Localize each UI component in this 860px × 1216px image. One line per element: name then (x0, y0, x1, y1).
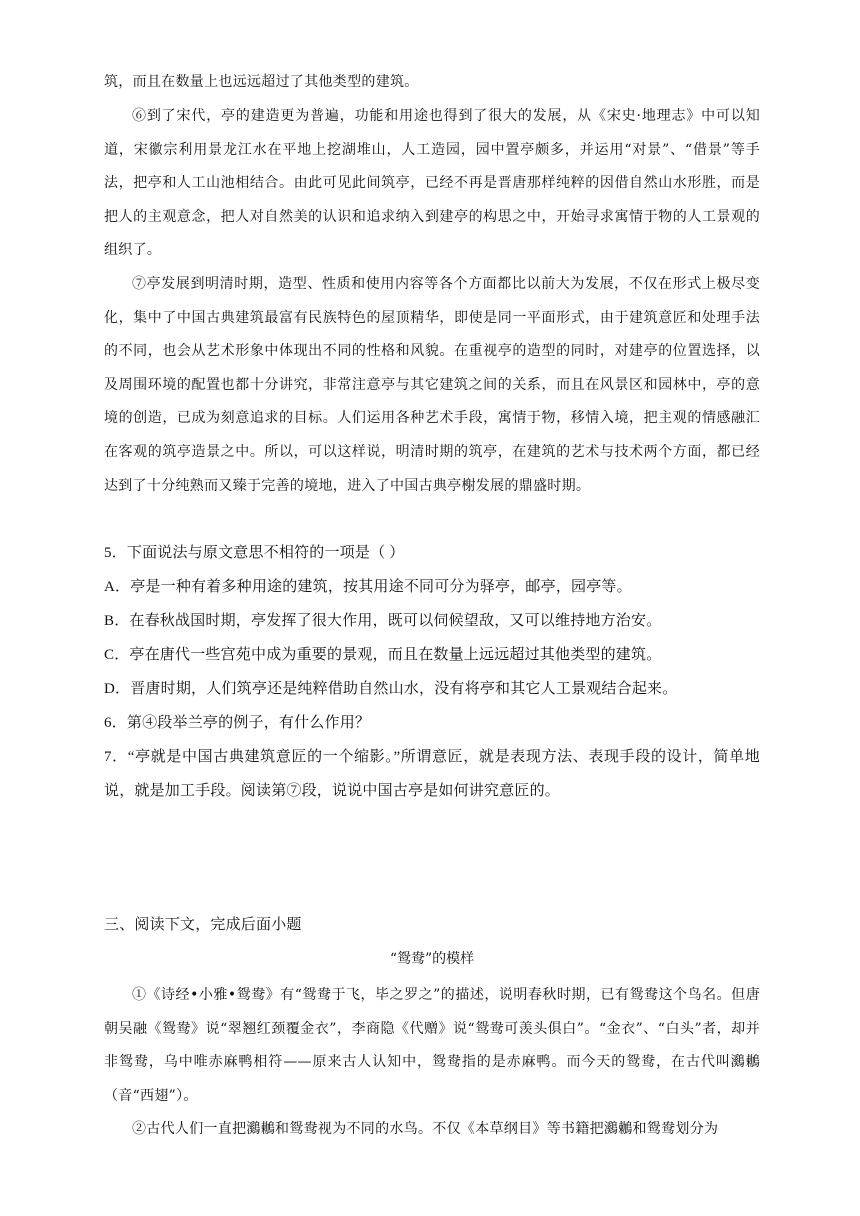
question-5-option-a: A．亭是一种有着多种用途的建筑，按其用途不同可分为驿亭，邮亭，园亭等。 (104, 579, 632, 595)
section-3-heading: 三、阅读下文，完成后面小题 (104, 917, 302, 933)
question-7: 7．“亭就是中国古典建筑意匠的一个缩影。”所谓意匠，就是表现方法、表现手段的设计，简单地说，就是加工手段。阅读第⑦段，说说中国古亭是如何讲究意匠的。 (104, 749, 760, 799)
passage-continuation: 筑，而且在数量上也远远超过了其他类型的建筑。 (104, 74, 419, 90)
article-title: “鸳鸯”的模样 (389, 951, 475, 967)
article-paragraph-1: ①《诗经•小雅•鸳鸯》有“鸳鸯于飞，毕之罗之”的描述，说明春秋时期，已有鸳鸯这个鸟名。但唐朝吴融《鸳鸯》说“翠翘红颈覆金衣”，李商隐《代赠》说“鸳鸯可羡头俱白”。“金衣”、“白头”者，却并非鸳鸯，乌中唯赤麻鸭相符——原来古人认知中，鸳鸯指的是赤麻鸭。而今天的鸳鸯，在古代叫鸂鶒（音“西翅”）。 (104, 987, 760, 1104)
article-paragraph-2: ②古代人们一直把鸂鶒和鸳鸯视为不同的水鸟。不仅《本草纲目》等书籍把鸂鶒和鸳鸯划分为 (132, 1121, 719, 1137)
question-6: 6．第④段举兰亭的例子，有什么作用？ (104, 715, 371, 731)
question-5-option-d: D．晋唐时期，人们筑亭还是纯粹借助自然山水，没有将亭和其它人工景观结合起来。 (104, 681, 678, 697)
question-5-stem: 5．下面说法与原文意思不相符的一项是（ ） (104, 545, 405, 561)
question-5-option-c: C．亭在唐代一些宫苑中成为重要的景观，而且在数量上远远超过其他类型的建筑。 (104, 647, 662, 663)
paragraph-6: ⑥到了宋代，亭的建造更为普遍，功能和用途也得到了很大的发展，从《宋史·地理志》中可以知道，宋徽宗利用景龙江水在平地上挖湖堆山，人工造园，园中置亭颇多，并运用“对景”、“借景”等手法，把亭和人工山池相结合。由此可见此间筑亭，已经不再是晋唐那样纯粹的因借自然山水形胜，而是把人的主观意念，把人对自然美的认识和追求纳入到建亭的构思之中，开始寻求寓情于物的人工景观的组织了。 (104, 108, 760, 259)
question-5-option-b: B．在春秋战国时期，亭发挥了很大作用，既可以伺候望敌，又可以维持地方治安。 (104, 613, 662, 629)
paragraph-7: ⑦亭发展到明清时期，造型、性质和使用内容等各个方面都比以前大为发展，不仅在形式上极尽变化，集中了中国古典建筑最富有民族特色的屋顶精华，即使是同一平面形式，由于建筑意匠和处理手法的不同，也会从艺术形象中体现出不同的性格和风貌。在重视亭的造型的同时，对建亭的位置选择，以及周围环境的配置也都十分讲究，非常注意亭与其它建筑之间的关系，而且在风景区和园林中，亭的意境的创造，已成为刻意追求的目标。人们运用各种艺术手段，寓情于物，移情入境，把主观的情感融汇在客观的筑亭造景之中。所以，可以这样说，明清时期的筑亭，在建筑的艺术与技术两个方面，都已经达到了十分纯熟而又臻于完善的境地，进入了中国古典亭榭发展的鼎盛时期。 (104, 276, 760, 494)
